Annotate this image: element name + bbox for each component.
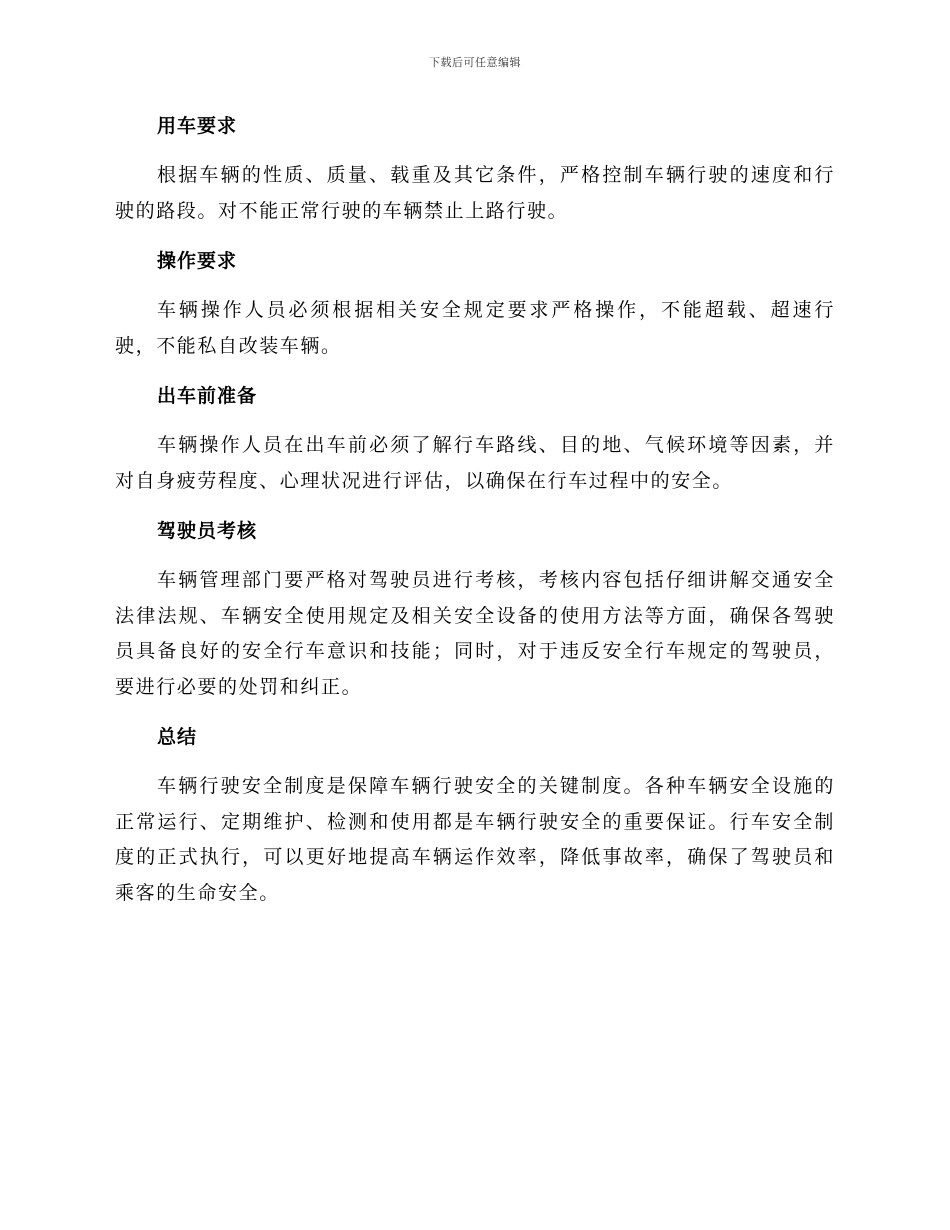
section-summary — [115, 719, 835, 911]
section-paragraph: 根据车辆的性质、质量、载重及其它条件，严格控制车辆行驶的速度和行驶的路段。对不能正常行驶的车辆禁止上路行驶。 — [115, 164, 835, 222]
section-operation — [115, 243, 835, 364]
section-paragraph: 车辆管理部门要严格对驾驶员进行考核，考核内容包括仔细讲解交通安全法律法规、车辆安全使用规定及相关安全设备的使用方法等方面，确保各驾驶员具备良好的安全行车意识和技能；同时，对于违反安全行车规定的驾驶员，要进行必要的处罚和纠正。 — [115, 569, 835, 698]
section-paragraph: 车辆操作人员在出车前必须了解行车路线、目的地、气候环境等因素，并对自身疲劳程度、心理状况进行评估，以确保在行车过程中的安全。 — [115, 434, 835, 492]
section-paragraph: 车辆行驶安全制度是保障车辆行驶安全的关键制度。各种车辆安全设施的正常运行、定期维护、检测和使用都是车辆行驶安全的重要保证。行车安全制度的正式执行，可以更好地提高车辆运作效率，降低事故率，确保了驾驶员和乘客的生命安全。 — [115, 775, 835, 904]
document-body — [115, 108, 835, 925]
section-heading: 用车要求 — [157, 115, 238, 137]
section-paragraph: 车辆操作人员必须根据相关安全规定要求严格操作，不能超载、超速行驶，不能私自改装车辆。 — [115, 299, 835, 357]
section-pre-departure — [115, 378, 835, 499]
section-driver-assessment — [115, 513, 835, 705]
page-header: 下载后可任意编辑 — [429, 56, 521, 69]
section-heading: 出车前准备 — [157, 385, 258, 407]
section-vehicle-use — [115, 108, 835, 229]
section-heading: 操作要求 — [157, 250, 238, 272]
section-heading: 总结 — [157, 726, 198, 748]
section-heading: 驾驶员考核 — [157, 520, 258, 542]
